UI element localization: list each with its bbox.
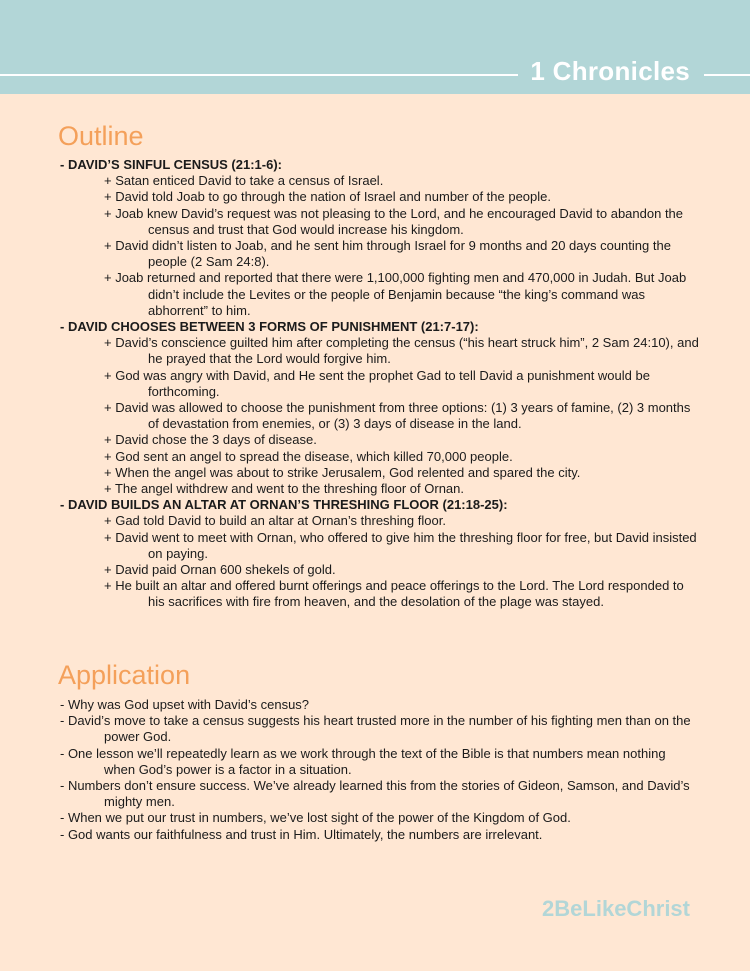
- outline-point: + David’s conscience guilted him after completing the census (“his heart struck him”, 2 Sam 24:10), and he prayed that the Lord would forgive him.: [104, 335, 699, 367]
- outline-point: + David was allowed to choose the punishment from three options: (1) 3 years of famine, (2) 3 months of devastation from enemies, or (3) 3 days of disease in the land.: [104, 400, 691, 432]
- section-title: - DAVID CHOOSES BETWEEN 3 FORMS OF PUNISHMENT (21:7-17):: [60, 319, 479, 335]
- outline-heading: Outline: [58, 121, 144, 151]
- outline-point: + David told Joab to go through the nation of Israel and number of the people.: [104, 189, 552, 205]
- outline-point: + Joab returned and reported that there were 1,100,000 fighting men and 470,000 in Judah. But Joab didn’t include the Levites or the people of Benjamin because “the king’s command was abhorrent” to him.: [104, 270, 687, 318]
- outline-point: + God was angry with David, and He sent the prophet Gad to tell David a punishment would be forthcoming.: [104, 367, 650, 399]
- application-heading: Application: [58, 660, 191, 690]
- outline-point: + The angel withdrew and went to the threshing floor of Ornan.: [104, 481, 465, 497]
- outline-point: + David paid Ornan 600 shekels of gold.: [104, 562, 336, 578]
- application-item: - God wants our faithfulness and trust in Him. Ultimately, the numbers are irrelevant.: [60, 826, 543, 842]
- outline-point: + Satan enticed David to take a census of Israel.: [104, 173, 384, 189]
- header-rule-right: [704, 74, 750, 76]
- section-title: - DAVID’S SINFUL CENSUS (21:1-6):: [60, 157, 282, 172]
- section-title: - DAVID BUILDS AN ALTAR AT ORNAN’S THRESHING FLOOR (21:18-25):: [60, 497, 508, 513]
- outline-point: + God sent an angel to spread the disease, which killed 70,000 people.: [104, 448, 513, 464]
- application-item: - Why was God upset with David’s census?: [60, 697, 310, 712]
- outline-point: + Joab knew David’s request was not pleasing to the Lord, and he encouraged David to abandon the census and trust that God would increase his kingdom.: [104, 205, 684, 237]
- application-item: - David’s move to take a census suggests his heart trusted more in the number of his fighting men than on the power God.: [60, 713, 691, 745]
- outline-point: + Gad told David to build an altar at Ornan’s threshing floor.: [104, 513, 446, 529]
- application-body: [60, 697, 700, 843]
- outline-section: [60, 497, 700, 610]
- outline-point: + David went to meet with Ornan, who offered to give him the threshing floor for free, but David insisted on paying.: [104, 529, 697, 561]
- outline-point: + When the angel was about to strike Jerusalem, God relented and spared the city.: [104, 464, 581, 480]
- outline-section: [60, 157, 700, 319]
- outline-point: + David didn’t listen to Joab, and he sent him through Israel for 9 months and 20 days counting the people (2 Sam 24:8).: [104, 238, 671, 270]
- header-rule-left: [0, 74, 518, 76]
- application-item: - Numbers don’t ensure success. We’ve already learned this from the stories of Gideon, Samson, and David’s mighty men.: [60, 778, 690, 810]
- application-item: - One lesson we’ll repeatedly learn as we work through the text of the Bible is that numbers mean nothing when God’s power is a factor in a situation.: [60, 745, 666, 777]
- outline-body: [60, 157, 700, 611]
- outline-point: + David chose the 3 days of disease.: [104, 432, 317, 448]
- brand-logo-text: 2BeLikeChrist: [542, 896, 690, 921]
- outline-point: + He built an altar and offered burnt offerings and peace offerings to the Lord. The Lord responded to his sacrifices with fire from heaven, and the desolation of the plage was stayed.: [104, 578, 684, 610]
- outline-section: [60, 319, 700, 497]
- application-item: - When we put our trust in numbers, we’ve lost sight of the power of the Kingdom of God.: [60, 810, 571, 826]
- book-title: 1 Chronicles: [530, 56, 690, 86]
